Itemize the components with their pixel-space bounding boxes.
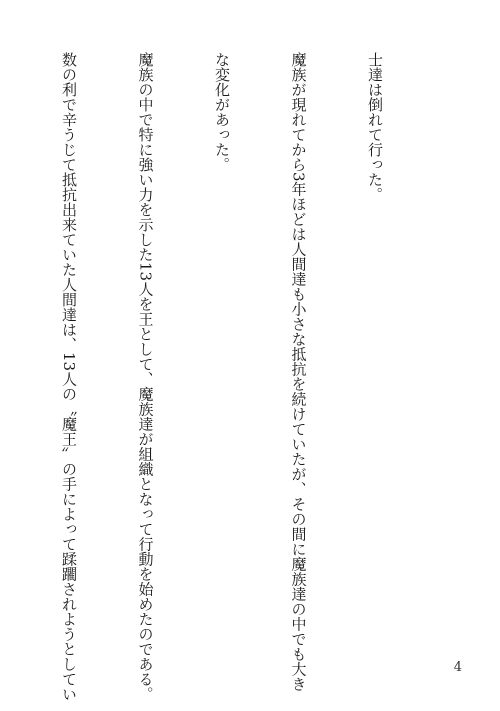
text-line-6 — [0, 52, 5, 652]
text-line-2: 魔族が現れてから3年ほどは人間達も小さな抵抗を続けていたが、その間に魔族達の中でも大き — [289, 52, 308, 692]
text-line-1: 士達は倒れて行った。 — [366, 52, 384, 202]
vertical-text-body — [0, 52, 438, 702]
text-line-4: 魔族の中で特に強い力を示した13人を王として、魔族達が組織となって行動を始めたのである。 — [136, 52, 155, 702]
text-line-5: 数の利で辛うじて抵抗出来ていた人間達は、13人の〝魔王〟の手によって蹂躙されようとしてい — [60, 52, 78, 702]
text-line-3: な変化があった。 — [213, 52, 231, 172]
page-number: 4 — [453, 660, 462, 675]
